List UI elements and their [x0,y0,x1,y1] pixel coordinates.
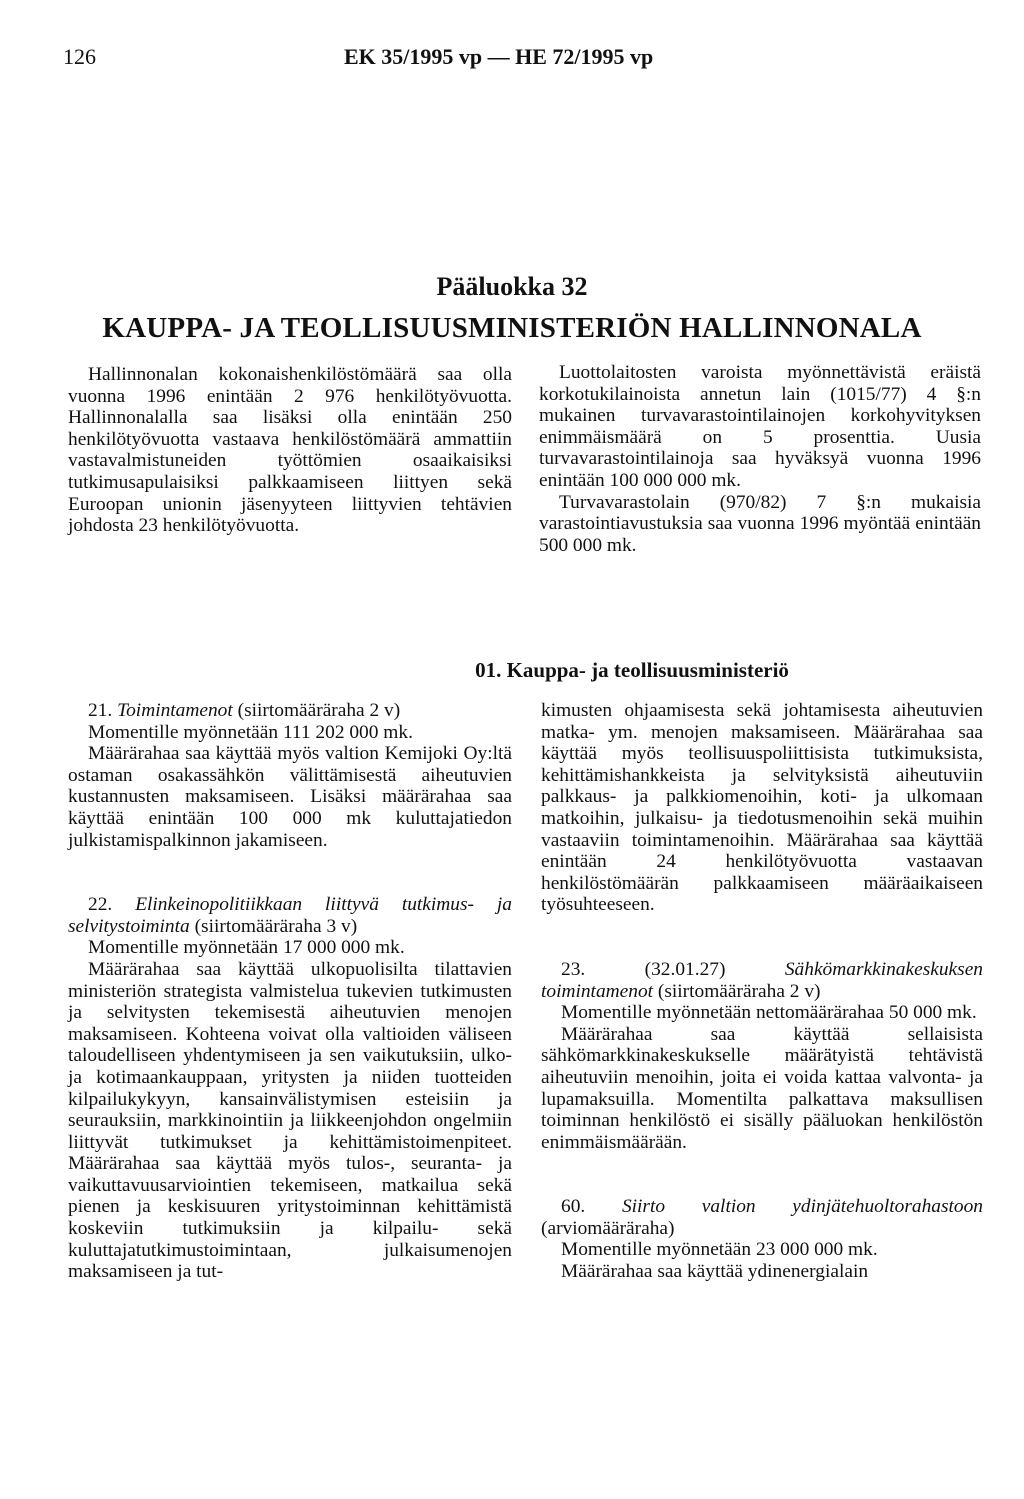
item-number: 22. [88,894,113,916]
spacer [541,1153,983,1196]
item-amount: Momentille myönnetään 17 000 000 mk. [88,937,405,959]
item-type: (siirtomääräraha 2 v) [237,700,401,721]
item-amount: Momentille myönnetään 111 202 000 mk. [88,721,413,743]
spacer [68,851,512,894]
item-body-continuation: kimusten ohjaamisesta sekä johtamisesta aiheutuvien matka- ym. menojen maksamiseen. Määrärahaa saa käyttää myös teollisuuspoliittisista tutkimuksista, kehittämishankkeista ja selvityksistä aiheutuviin palkkaus- ja palkkiomenoihin, koti- ja ulkomaan matkoihin, julkaisu- ja tiedotusmenoihin sekä muihin vastaaviin toimintamenoihin. Määrärahaa saa käyttää enintään 24 henkilötyövuotta vastaavan henkilöstömäärän palkkaamiseen määräaikaiseen työsuhteeseen. [541,700,983,916]
item-60-heading [541,1196,983,1239]
intro-paragraph: Luottolaitosten varoista myönnettävistä eräistä korkotukilainoista annetun lain (1015/77) 4 §:n mukainen turvavarastointilainojen korkohyvityksen enimmäismäärä on 5 prosenttia. Uusia turvavarastointilainoja saa hyväksyä vuonna 1996 enintään 100 000 000 mk. [539,362,981,491]
item-number: 60. [561,1196,586,1218]
item-body: Määrärahaa saa käyttää myös valtion Kemijoki Oy:ltä ostaman osakassähkön välittämisestä aiheutuvien kustannusten maksamiseen. Lisäksi määrärahaa saa käyttää enintään 100 000 mk kuluttajatiedon julkistamispalkinnon jakamiseen. [68,743,512,851]
item-amount: Momentille myönnetään nettomäärärahaa 50 000 mk. [561,1002,977,1024]
spacer [541,916,983,959]
item-number: 21. [88,700,113,721]
main-class-heading: KAUPPA- JA TEOLLISUUSMINISTERIÖN HALLINNONALA [102,312,922,344]
intro-right-column [539,362,981,556]
item-21-heading [68,700,512,722]
running-head: EK 35/1995 vp — HE 72/1995 vp [344,44,654,69]
item-title: Elinkeinopolitiikkaan liittyvä tutkimus- ja selvitystoiminta [68,894,512,937]
item-title: Toimintamenot [117,700,233,721]
item-body: Määrärahaa saa käyttää sellaisista sähkömarkkinakeskukselle määrätyistä tehtävistä aiheutuviin menoihin, joita ei voida kattaa valvonta- ja lupamaksuilla. Momentilta palkattava maksullisen toiminnan henkilöstö ei sisälly pääluokan henkilöstön enimmäismäärään. [541,1023,983,1153]
left-column [68,700,512,1283]
item-amount: Momentille myönnetään 23 000 000 mk. [561,1239,878,1261]
main-class-title: Pääluokka 32 [436,272,588,301]
page-number: 126 [63,44,96,69]
right-column [541,700,983,1283]
item-22-heading [68,894,512,937]
item-body: Määrärahaa saa käyttää ulkopuolisilta tilattavien ministeriön strategista valmistelua tukevien tutkimusten ja selvitysten tekemisestä aiheutuvien menojen maksamiseen. Kohteena voivat olla valtioiden väliseen taloudelliseen yhdentymiseen ja sen vaikutuksiin, ulko- ja kotimaankauppaan, yritysten ja niiden tuotteiden kilpailukykyyn, kansainvälistymisen esteisiin ja seurauksiin, markkinointiin ja liikkeenjohdon ongelmiin liittyvät tutkimukset ja kehittämistoimenpiteet. Määrärahaa saa käyttää myös tulos-, seuranta- ja vaikuttavuusarviointien tekemiseen, matkailua sekä pienen ja keskisuuren yritystoiminnan kehittämistä koskeviin tutkimuksiin ja kilpailu- sekä kuluttajatutkimustoimintaan, julkaisumenojen maksamiseen ja tut- [68,958,512,1283]
item-number: 23. (32.01.27) [561,958,726,980]
item-type: (siirtomääräraha 2 v) [657,980,821,1002]
item-title: Sähkömarkkinakeskuksen toimintamenot [541,958,983,1002]
item-title: Siirto valtion ydinjätehuoltorahastoon [621,1196,983,1218]
item-body: Määrärahaa saa käyttää ydinenergialain [561,1261,869,1283]
subsection-heading: 01. Kauppa- ja teollisuusministeriö [475,658,789,682]
intro-paragraph: Turvavarastolain (970/82) 7 §:n mukaisia varastointiavustuksia saa vuonna 1996 myöntää enintään 500 000 mk. [539,491,981,556]
item-23-heading [541,959,983,1002]
intro-left-column [68,364,512,537]
intro-paragraph: Hallinnonalan kokonaishenkilöstömäärä saa olla vuonna 1996 enintään 2 976 henkilötyövuotta. Hallinnonalalla saa lisäksi olla enintään 250 henkilötyövuotta vastaava henkilöstömäärä ammattiin vastavalmistuneiden työttömien osaaikaisiksi tutkimusapulaisiksi palkkaamiseen liittyen sekä Euroopan unionin jäsenyyteen liittyvien tehtävien johdosta 23 henkilötyövuotta. [68,364,512,537]
item-type: (arviomääräraha) [541,1217,675,1239]
item-type: (siirtomääräraha 3 v) [194,915,358,937]
